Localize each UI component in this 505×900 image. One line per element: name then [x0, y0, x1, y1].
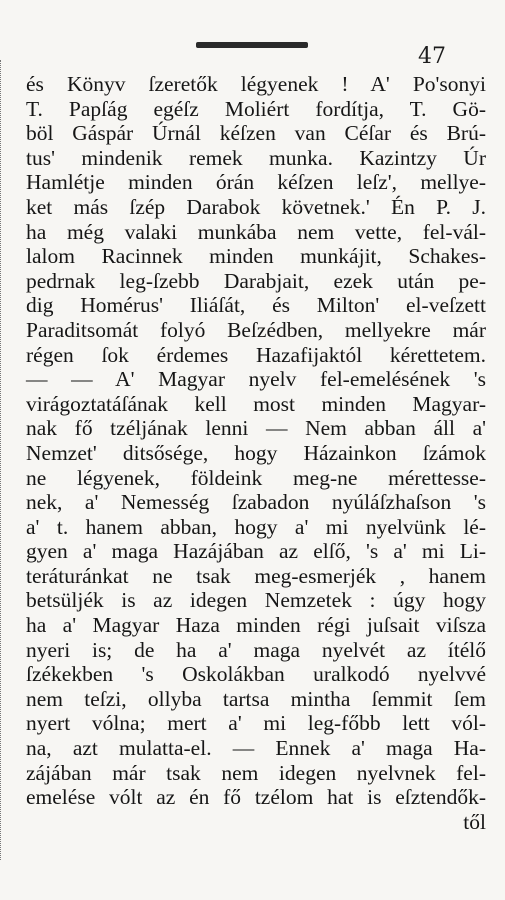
- text-line: emelése vólt az én fő tzélom hat is eſztendők-: [26, 785, 486, 810]
- text-line: nyeri is; de ha a' maga nyelvét az ítélő: [26, 637, 486, 662]
- text-line: tus' mindenik remek munka. Kazintzy Úr: [26, 145, 486, 170]
- text-line: betsüljék is az idegen Nemzetek : úgy hogy: [26, 588, 486, 613]
- body-text: [26, 72, 486, 834]
- text-line: Paraditsomát folyó Beſzédben, mellyekre már: [26, 317, 486, 342]
- text-line: ha még valaki munkába nem vette, fel-vál-: [26, 219, 486, 244]
- text-line: virágoztatáſának kell most minden Magyar-: [26, 391, 486, 416]
- page-left-edge: [0, 60, 4, 860]
- text-line: nak fő tzéljának lenni — Nem abban áll a': [26, 416, 486, 441]
- text-line: Nemzet' ditsősége, hogy Házainkon ſzámok: [26, 440, 486, 465]
- text-line: ſzékekben 's Oskolákban uralkodó nyelvvé: [26, 662, 486, 687]
- text-line: ne légyenek, földeink meg-ne mérettesse-: [26, 465, 486, 490]
- text-line: ha a' Magyar Haza minden régi juſsait viſsza: [26, 613, 486, 638]
- text-line: lalom Racinnek minden munkájit, Schakes-: [26, 244, 486, 269]
- header-rule: [196, 42, 308, 48]
- text-line: pedrnak leg-ſzebb Darabjait, ezek után pe-: [26, 268, 486, 293]
- text-line: ket más ſzép Darabok követnek.' Én P. J.: [26, 194, 486, 219]
- text-line: a' t. hanem abban, hogy a' mi nyelvünk lé-: [26, 514, 486, 539]
- text-line: nek, a' Nemesség ſzabadon nyúláſzhaſson 's: [26, 490, 486, 515]
- text-line: régen ſok érdemes Hazafijaktól kérettetem.: [26, 342, 486, 367]
- text-line: gyen a' maga Hazájában az elſő, 's a' mi Li-: [26, 539, 486, 564]
- text-line: től: [463, 809, 486, 834]
- text-line: dig Homérus' Iliáſát, és Milton' el-veſzett: [26, 293, 486, 318]
- page-number: 47: [418, 44, 446, 69]
- text-line: teráturánkat ne tsak meg-esmerjék , hanem: [26, 563, 486, 588]
- text-line: na, azt mulatta-el. — Ennek a' maga Ha-: [26, 736, 486, 761]
- text-line: nem teſzi, ollyba tartsa mintha ſemmit ſem: [26, 686, 486, 711]
- text-line: böl Gáspár Úrnál kéſzen van Céſar és Brú-: [26, 121, 486, 146]
- text-line: T. Papſág egéſz Moliért fordítja, T. Gö-: [26, 96, 486, 121]
- text-line: zájában már tsak nem idegen nyelvnek fel-: [26, 760, 486, 785]
- text-line: Hamlétje minden órán kéſzen leſz', mellye-: [26, 170, 486, 195]
- text-line: nyert vólna; mert a' mi leg-főbb lett vól-: [26, 711, 486, 736]
- text-line: — — A' Magyar nyelv fel-emelésének 's: [26, 367, 486, 392]
- text-line: és Könyv ſzeretők légyenek ! A' Po'sonyi: [26, 72, 486, 96]
